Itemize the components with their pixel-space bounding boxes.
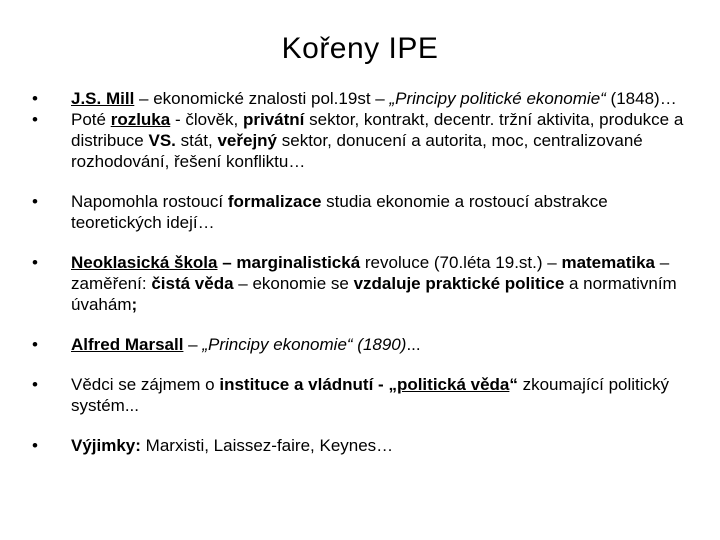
mill-name: J.S. Mill [71, 89, 135, 108]
neoklasicka-text-1: revoluce (70.léta 19.st.) – [360, 253, 562, 272]
vedci-text-1: Vědci se zájmem o [71, 375, 220, 394]
rozluka-text-3: sektor, kontrakt, decentr. tržní aktivita, produkce a distribuce [71, 110, 684, 150]
rozluka-term: rozluka [110, 110, 171, 129]
bullet-vedci [32, 374, 692, 416]
matematika-term: matematika [561, 253, 656, 272]
verejny-term: veřejný [217, 131, 278, 150]
prakticke-term: praktické politice [425, 274, 565, 293]
vyjimky-term: Výjimky: [71, 436, 141, 455]
cista-veda-term: čistá věda [151, 274, 234, 293]
vyjimky-text: Marxisti, Laissez-faire, Keynes… [140, 436, 394, 455]
rozluka-text-4: stát, [175, 131, 218, 150]
vzdaluje-term: vzdaluje [353, 274, 421, 293]
bullet-marsall [32, 334, 692, 355]
rozluka-text-2: - člověk, [170, 110, 243, 129]
bullet-dot-icon: • [32, 375, 38, 394]
bullet-dot-icon: • [32, 192, 38, 211]
formalizace-text-1: Napomohla rostoucí [71, 192, 228, 211]
neoklasicka-dash: – [217, 253, 237, 272]
marsall-book-title: „Principy ekonomie“ (1890) [202, 335, 407, 354]
mill-book-title: „Principy politické ekonomie“ [389, 89, 606, 108]
politicka-veda-term: politická věda [396, 375, 510, 394]
pv-close-quote: “ [509, 375, 518, 394]
instituce-term: instituce a vládnutí - [219, 375, 389, 394]
bullet-dot-icon: • [32, 436, 38, 455]
mill-text-1: – ekonomické znalosti pol.19st – [134, 89, 390, 108]
formalizace-term: formalizace [227, 192, 322, 211]
neoklasicka-text-3: – ekonomie se [233, 274, 354, 293]
neoklasicka-semicolon: ; [131, 295, 138, 314]
neoklasicka-text-2: – zaměření: [71, 253, 670, 293]
bullet-mill [32, 88, 692, 109]
mill-text-2: (1848)… [605, 89, 677, 108]
vs-term: VS. [148, 131, 176, 150]
bullet-dot-icon: • [32, 110, 38, 129]
vedci-text-2: zkoumající politický systém... [71, 375, 670, 415]
bullet-dot-icon: • [32, 335, 38, 354]
rozluka-text-5: sektor, donucení a autorita, moc, centralizované rozhodování, řešení konfliktu… [71, 131, 643, 171]
marsall-text-1: – [183, 335, 203, 354]
bullet-neoklasicka [32, 252, 692, 315]
marsall-text-2: ... [406, 335, 421, 354]
neoklasicka-term: Neoklasická škola [71, 253, 218, 272]
pv-open-quote: „ [388, 375, 397, 394]
bullet-rozluka [32, 109, 692, 172]
formalizace-text-2: studia ekonomie a rostoucí abstrakce teoretických idejí… [71, 192, 608, 232]
bullet-dot-icon: • [32, 89, 38, 108]
bullet-formalizace [32, 191, 692, 233]
bullet-vyjimky [32, 435, 692, 456]
bullet-list [32, 88, 692, 456]
rozluka-text-1: Poté [71, 110, 111, 129]
slide-title: Kořeny IPE [281, 32, 439, 65]
marginalisticka-term: marginalistická [236, 253, 361, 272]
marsall-name: Alfred Marsall [71, 335, 184, 354]
privatni-term: privátní [242, 110, 305, 129]
bullet-dot-icon: • [32, 253, 38, 272]
neoklasicka-text-5: a normativním úvahám [71, 274, 677, 314]
